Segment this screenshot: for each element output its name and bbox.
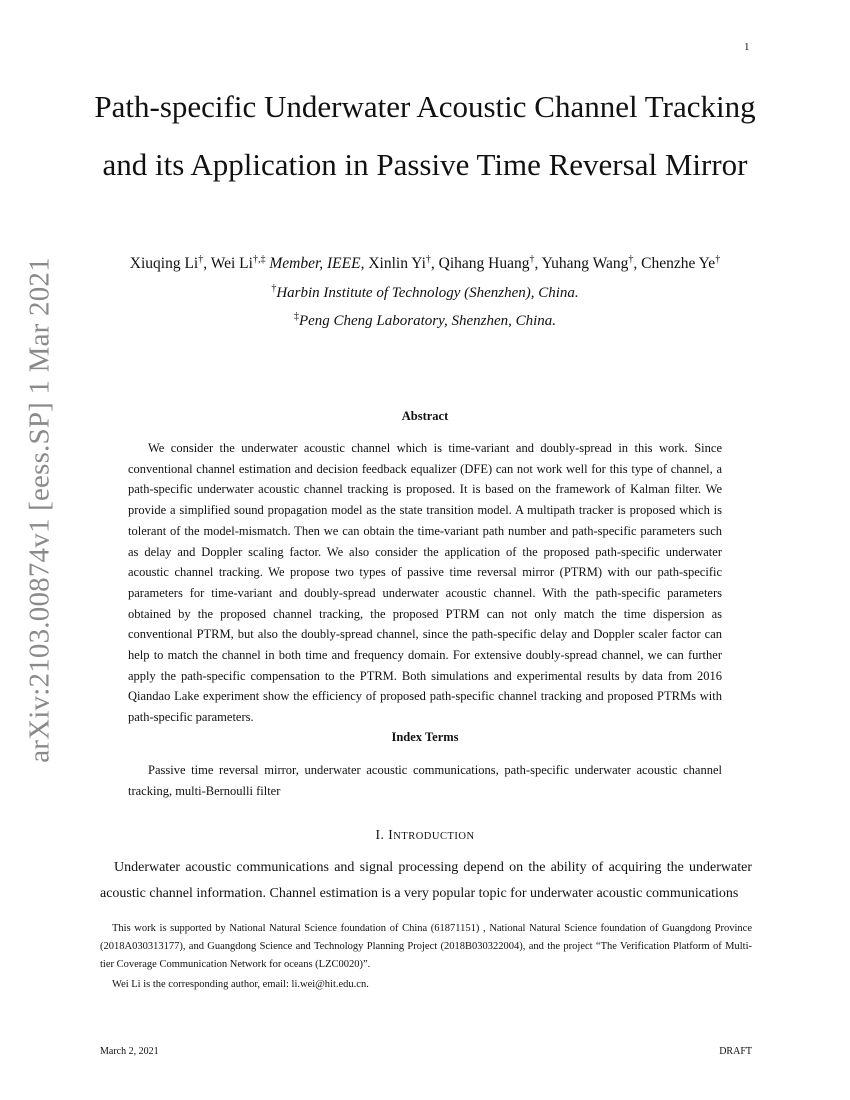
author-5: Yuhang Wang†, — [541, 254, 642, 273]
author-list — [60, 254, 790, 273]
intro-paragraph: Underwater acoustic communications and signal processing depend on the ability of acquiring the underwater acoustic channel information. Channel estimation is a very popular topic for underwater acoustic communications — [100, 860, 752, 901]
section-numeral: I. — [375, 827, 385, 842]
author-6: Chenzhe Ye† — [641, 254, 721, 273]
corresponding-author-footnote: Wei Li is the corresponding author, email: li.wei@hit.edu.cn. — [112, 979, 369, 990]
footer-date: March 2, 2021 — [100, 1046, 159, 1057]
author-4: Qihang Huang†, — [438, 254, 542, 273]
affiliation-2: ‡Peng Cheng Laboratory, Shenzhen, China. — [293, 311, 557, 329]
author-2: Wei Li†,‡ — [210, 254, 266, 273]
arxiv-stamp: arXiv:2103.00874v1 [eess.SP] 1 Mar 2021 — [23, 257, 56, 763]
funding-footnote: This work is supported by National Natural Science foundation of China (61871151) , National Natural Science foundation of Guangdong Province (2018A030313177), and Guangdong Science and Technology Planning Project (2018B030322004), and the project “The Verification Platform of Multi-tier Coverage Communication Network for oceans (LZC0020)”. — [100, 923, 752, 970]
author-1: Xiuqing Li†, — [129, 254, 211, 273]
author-membership: Member, IEEE, — [269, 255, 369, 273]
paper-title: Path-specific Underwater Acoustic Channel Tracking and its Application in Passive Time Reversal Mirror — [94, 89, 756, 182]
section-title-initial: I — [388, 827, 394, 842]
page-number: 1 — [744, 41, 750, 53]
index-terms-heading: Index Terms — [391, 730, 459, 744]
affiliation-1: †Harbin Institute of Technology (Shenzhen), China. — [271, 283, 579, 301]
section-title-rest: NTRODUCTION — [393, 831, 475, 842]
index-terms-text: Passive time reversal mirror, underwater acoustic communications, path-specific underwater acoustic channel tracking, multi-Bernoulli filter — [128, 763, 722, 798]
author-3: Xinlin Yi†, — [368, 254, 439, 273]
abstract-text: We consider the underwater acoustic channel which is time-variant and doubly-spread in this work. Since conventional channel estimation and decision feedback equalizer (DFE) can not work well for this type of channel, a path-specific underwater acoustic channel tracking is proposed. It is based on the framework of Kalman filter. We provide a simplified sound propagation model as the state transition model. A multipath tracker is proposed which is tolerant of the model-mismatch. Then we can obtain the time-variant path number and path-specific parameters such as delay and Doppler scaling factor. We also consider the application of the proposed path-specific underwater acoustic channel tracking. We propose two types of passive time reversal mirror (PTRM) with our path-specific parameters for time-variant and doubly-spread underwater acoustic channel. With the path-specific parameters obtained by the proposed channel tracking, the proposed PTRM can not only match the time dispersion as conventional PTRM, but also the doubly-spread channel, since the path-specific delay and Doppler scaler factor can help to match the channel in both time and frequency domain. For extensive doubly-spread channel, we can further apply the path-specific compensation to the PTRM. Both simulations and experimental results by data from 2016 Qiandao Lake experiment show the efficiency of proposed path-specific channel tracking and proposed PTRMs with path-specific parameters. — [128, 441, 722, 725]
section-heading — [60, 827, 790, 843]
footer-status: DRAFT — [719, 1046, 752, 1057]
abstract-heading: Abstract — [401, 409, 449, 423]
